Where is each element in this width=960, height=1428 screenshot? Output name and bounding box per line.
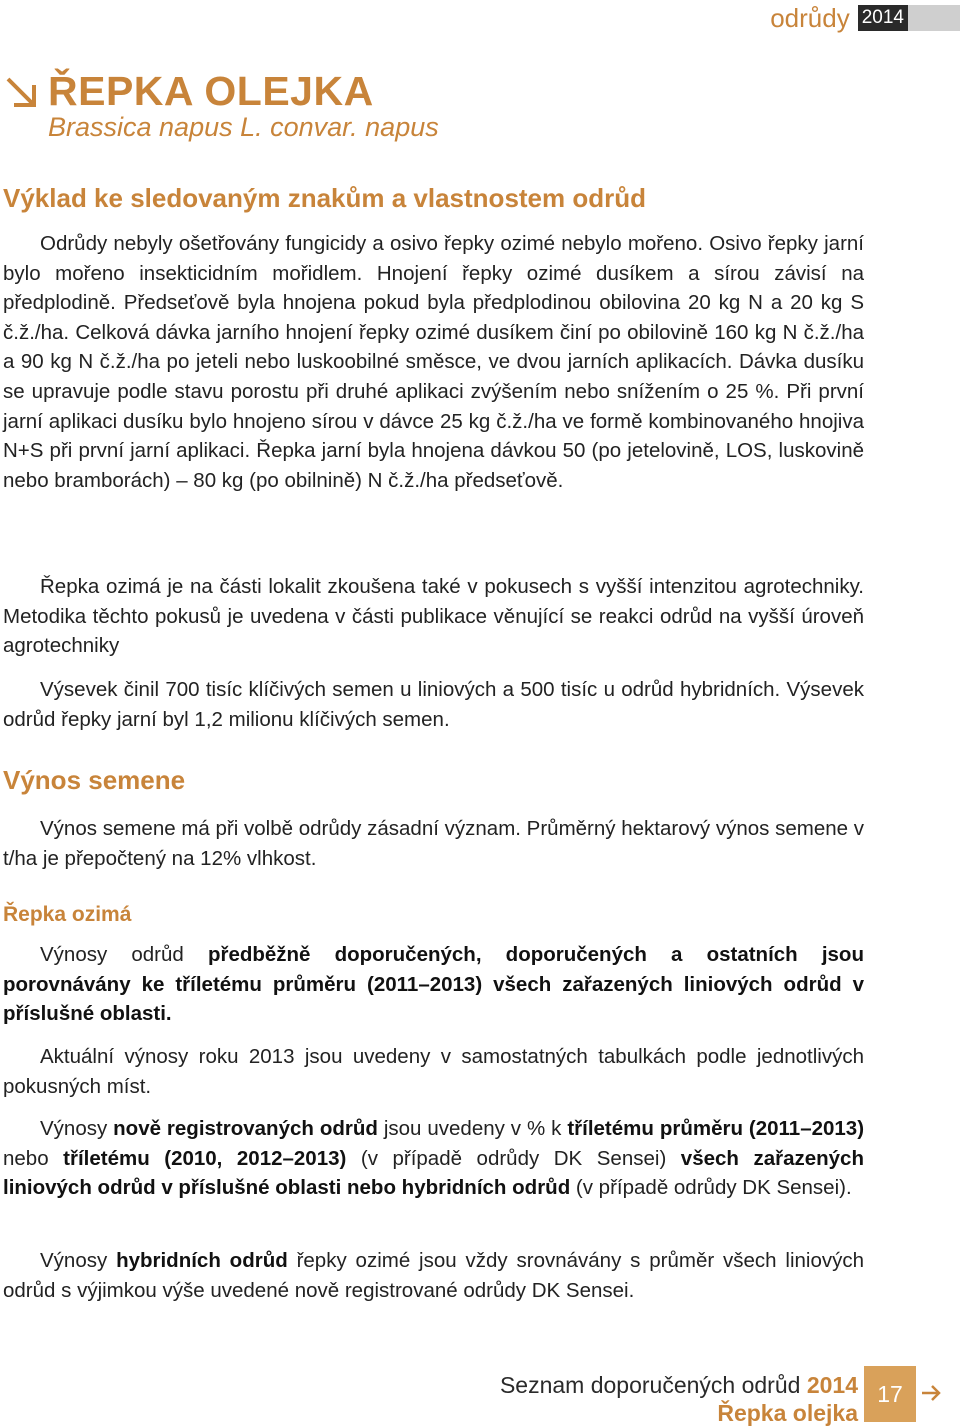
text: řepky ozimé jsou vždy srovnávány s průměr všech liniových odrůd s výjimkou výše uvedené nově registrované odrůdy DK Sensei. [3, 1249, 865, 1302]
text: jsou uvedeny v % k [377, 1117, 568, 1140]
header-year: 2014 [858, 5, 908, 31]
page-subtitle: Brassica napus L. convar. napus [48, 112, 439, 142]
title-row [0, 68, 374, 115]
section-heading-repka-ozima: Řepka ozimá [3, 903, 132, 926]
text: Výnosy [40, 1249, 117, 1272]
footer-publication [500, 1372, 858, 1398]
text: (v případě odrůdy DK Sensei) [346, 1146, 681, 1170]
bold-text: tříletému (2010, 2012–2013) [63, 1146, 347, 1170]
header-bar [908, 5, 960, 31]
footer [500, 1372, 858, 1428]
footer-chapter: Řepka olejka [717, 1400, 858, 1426]
paragraph: Výsevek činil 700 tisíc klíčivých semen u liniových a 500 tisíc u odrůd hybridních. Výsevek odrůd řepky jarní byl 1,2 milionu klíčivých semen. [3, 678, 864, 731]
bold-text: hybridních odrůd [116, 1249, 288, 1272]
bold-text: tříletému průměru (2011–2013) [567, 1117, 865, 1140]
bold-text: všech zařazených liniových odrůd v příslušné oblasti nebo hybridních odrůd [3, 1146, 864, 1200]
bold-text: předběžně doporučených, doporučených a ostatních jsou porovnávány ke tříletému průměru (2011–2013) všech zařazených liniových odrůd v příslušné oblasti. [3, 943, 864, 1026]
paragraph: Výnos semene má při volbě odrůdy zásadní význam. Průměrný hektarový výnos semene v t/ha je přepočtený na 12% vlhkost. [3, 817, 864, 870]
section-heading-vynos: Výnos semene [3, 765, 186, 795]
header-tab [770, 5, 960, 31]
paragraph: Řepka ozimá je na části lokalit zkoušena také v pokusech s vyšší intenzitou agrotechniky. Metodika těchto pokusů je uvedena v části publikace věnující se reakci odrůd na vyšší úroveň agrotechniky [3, 575, 864, 658]
paragraph: Aktuální výnosy roku 2013 jsou uvedeny v samostatných tabulkách podle jednotlivých pokusných míst. [3, 1045, 864, 1098]
text: Výnosy [40, 1117, 114, 1140]
arrow-down-right-icon [0, 71, 42, 113]
paragraph [3, 1114, 864, 1203]
text: nebo [3, 1146, 64, 1170]
page-number: 17 [864, 1366, 916, 1422]
page-title: ŘEPKA OLEJKA [48, 68, 374, 114]
bold-text: nově registrovaných odrůd [113, 1117, 378, 1140]
footer-year: 2014 [806, 1372, 858, 1398]
section-heading-vyklad: Výklad ke sledovaným znakům a vlastnostem odrůd [3, 183, 647, 213]
header-label: odrůdy [770, 3, 850, 33]
paragraph: Odrůdy nebyly ošetřovány fungicidy a osivo řepky ozimé nebylo mořeno. Osivo řepky jarní bylo mořeno insekticidním mořidlem. Hnojení řepky ozimé dusíkem a sírou závisí na předplodině. Předseťově byla hnojena pokud byla předplodinou obilovina 20 kg N a 20 kg S č.ž./ha. Celková dávka jarního hnojení řepky ozimé dusíkem činí po obilovině 160 kg N č.ž./ha a 90 kg N č.ž./ha po jeteli nebo luskoobilné směsce, ve dvou jarních aplikacích. Dávka dusíku se upravuje podle stavu porostu při druhé aplikaci zvýšením nebo snížením o 25 %. Při první jarní aplikaci dusíku bylo hnojeno sírou v dávce 25 kg č.ž./ha ve formě kombinovaného hnojiva N+S při první jarní aplikaci. Řepka jarní byla hnojena dávkou 50 (po jetelovině, LOS, luskovině nebo bramborách) – 80 kg (po obilnině) N č.ž./ha předseťově. [3, 232, 864, 492]
arrow-right-icon [920, 1382, 942, 1404]
text: (v případě odrůdy DK Sensei). [570, 1176, 852, 1200]
text: Výnosy odrůd [40, 943, 208, 966]
footer-publication-title: Seznam doporučených odrůd [499, 1372, 801, 1398]
paragraph [3, 1246, 864, 1305]
paragraph [3, 940, 864, 1029]
